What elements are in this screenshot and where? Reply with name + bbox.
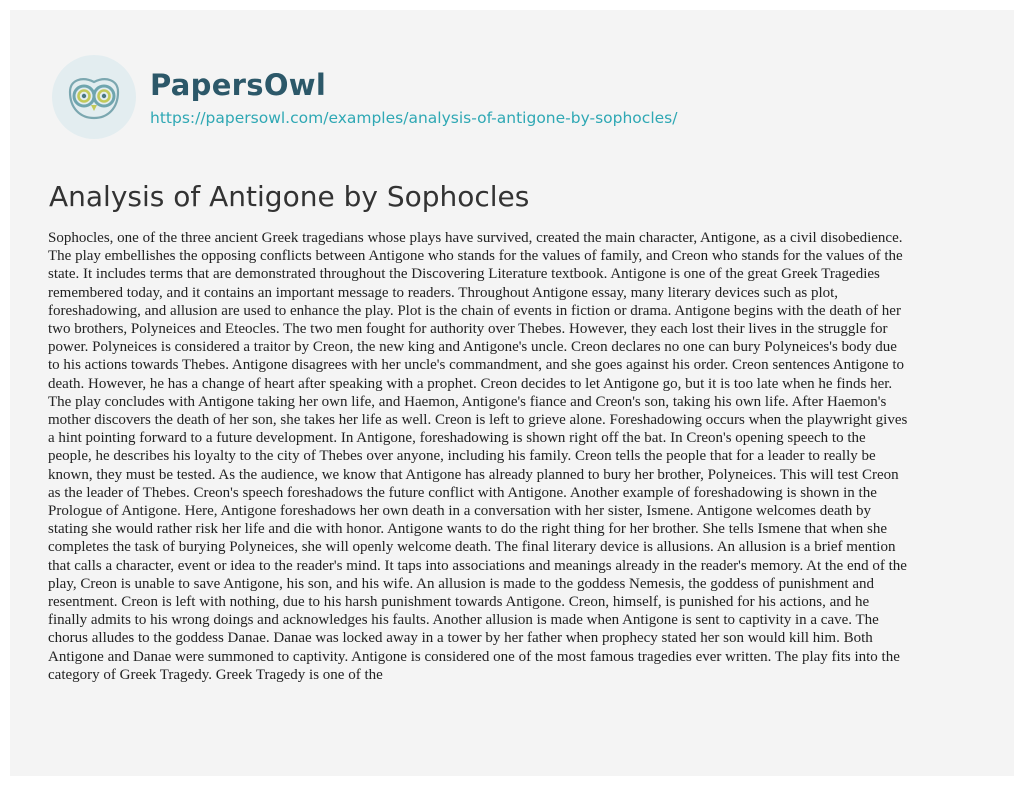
article-title: Analysis of Antigone by Sophocles bbox=[49, 180, 530, 213]
site-header bbox=[52, 43, 677, 143]
document-page bbox=[10, 10, 1014, 776]
brand-name[interactable]: PapersOwl bbox=[150, 68, 327, 102]
owl-logo-graphic bbox=[64, 72, 124, 122]
owl-icon bbox=[52, 55, 136, 139]
source-url[interactable]: https://papersowl.com/examples/analysis-of-antigone-by-sophocles/ bbox=[150, 109, 678, 127]
brand-block bbox=[150, 43, 677, 129]
article-body: Sophocles, one of the three ancient Greek tragedians whose plays have survived, created the main character, Antigone, as a civil disobedience. The play embellishes the opposing conflicts between Antigone who stands for the values of family, and Creon who stands for the values of the state. It includes terms that are demonstrated throughout the Discovering Literature textbook. Antigone is one of the great Greek Tragedies remembered today, and it contains an important message to readers. Throughout Antigone essay, many literary devices such as plot, foreshadowing, and allusion are used to enhance the play. Plot is the chain of events in fiction or drama. Antigone begins with the death of her two brothers, Polyneices and Eteocles. The two men fought for authority over Thebes. However, they each lost their lives in the struggle for power. Polyneices is considered a traitor by Creon, the new king and Antigone's uncle. Creon declares no one can bury Polyneices's body due to his actions towards Thebes. Antigone disagrees with her uncle's commandment, and she goes against his order. Creon sentences Antigone to death. However, he has a change of heart after speaking with a prophet. Creon decides to let Antigone go, but it is too late when he finds her. The play concludes with Antigone taking her own life, and Haemon, Antigone's fiance and Creon's son, taking his own life. After Haemon's mother discovers the death of her son, she takes her life as well. Creon is left to grieve alone. Foreshadowing occurs when the playwright gives a hint pointing forward to a future development. In Antigone, foreshadowing is shown right off the bat. In Creon's opening speech to the people, he describes his loyalty to the city of Thebes over anyone, including his family. Creon tells the people that for a leader to really be known, they must be tested. As the audience, we know that Antigone has already planned to bury her brother, Polyneices. This will test Creon as the leader of Thebes. Creon's speech foreshadows the future conflict with Antigone. Another example of foreshadowing is shown in the Prologue of Antigone. Here, Antigone foreshadows her own death in a conversation with her sister, Ismene. Antigone welcomes death by stating she would rather risk her life and die with honor. Antigone wants to do the right thing for her brother. She tells Ismene that when she completes the task of burying Polyneices, she will openly welcome death. The final literary device is allusions. An allusion is a brief mention that calls a character, event or idea to the reader's mind. It taps into associations and meanings already in the reader's memory. At the end of the play, Creon is unable to save Antigone, his son, and his wife. An allusion is made to the goddess Nemesis, the goddess of punishment and resentment. Creon is left with nothing, due to his harsh punishment towards Antigone. Creon, himself, is punished for his actions, and he finally admits to his wrong doings and acknowledges his faults. Another allusion is made when Antigone is sent to captivity in a cave. The chorus alludes to the goddess Danae. Danae was locked away in a tower by her father when prophecy stated her son would kill him. Both Antigone and Danae were summoned to captivity. Antigone is considered one of the most famous tragedies ever written. The play fits into the category of Greek Tragedy. Greek Tragedy is one of the bbox=[48, 230, 908, 683]
